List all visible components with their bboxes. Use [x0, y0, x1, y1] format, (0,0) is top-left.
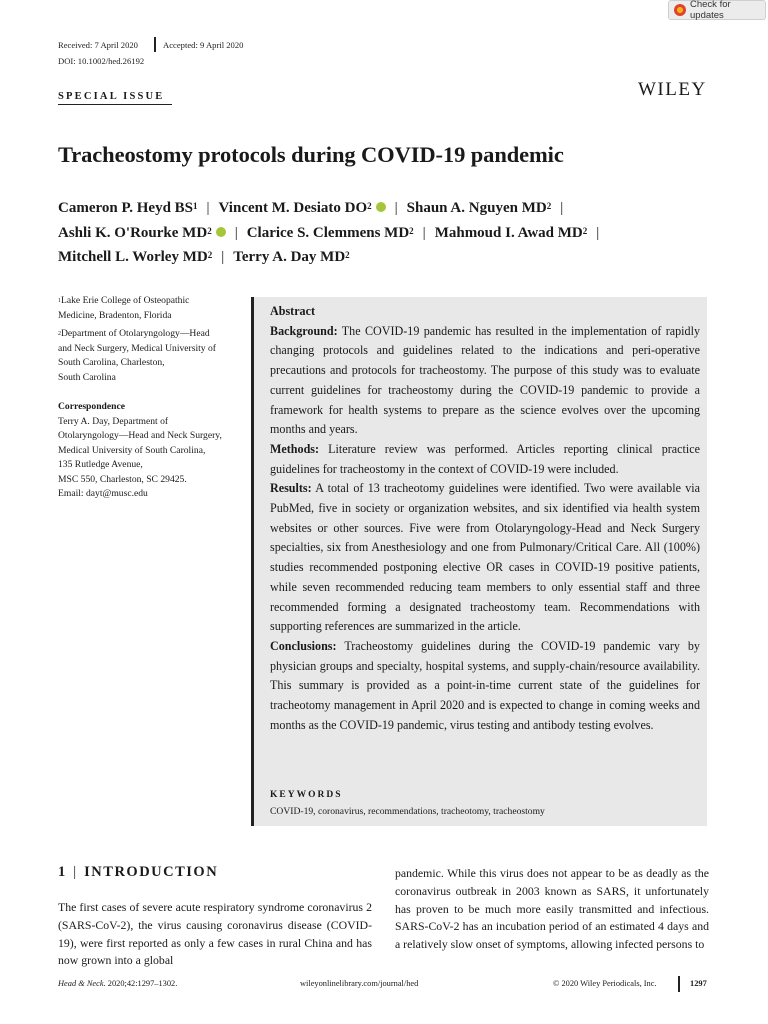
publisher-logo: WILEY: [638, 79, 707, 100]
intro-text-right: pandemic. While this virus does not appear to be as deadly as the coronavirus outbreak in 2003 known as SARS, it unfortunately has proven to be much more easily transmitted and infectious. SARS-CoV-2 has an incubation period of an estimated 4 days and a relatively slow onset of symptoms, allowing infected persons to: [395, 866, 709, 952]
crossmark-icon: [674, 4, 686, 16]
author[interactable]: Shaun A. Nguyen $MD^2$: [406, 200, 552, 216]
correspondence-email[interactable]: Email: dayt@musc.edu: [58, 488, 148, 499]
abstract: [270, 302, 700, 735]
page-number: 1297: [690, 979, 707, 988]
author[interactable]: Ashli K. O'Rourke $MD^2iD$: [58, 225, 226, 241]
section-label: SPECIAL ISSUE: [58, 91, 165, 102]
check-for-updates-label: Check for updates: [690, 0, 731, 21]
author[interactable]: Vincent M. Desiato $DO^2iD$: [219, 200, 386, 216]
footer-divider: [678, 976, 680, 992]
check-for-updates-button[interactable]: [668, 0, 766, 20]
doi[interactable]: DOI: 10.1002/hed.26192: [58, 56, 145, 66]
abstract-results: Results: A total of 13 tracheotomy guidelines were identified. Two were available via PubMed, five in society or organization websites, and six identified via health system websites or other sources. Five were from Otolaryngology-Head and Neck Surgery specialties, six from Anesthesiology and one from Pulmonary/Critical Care. All (100%) studies recommended postponing elective OR cases in COVID-19 positive patients, while seven recommended reducing team members to only essential staff and three recommended forming a designated tracheostomy team. Recommendations with supporting references are summarized in the article.: [270, 481, 700, 634]
correspondence: Correspondence Terry A. Day, Department of Otolaryngology—Head and Neck Surgery, Medical University of South Carolina, 135 Rutledge Avenue, MSC 550, Charleston, SC 29425. Email: dayt@musc.edu: [58, 401, 222, 499]
abstract-heading: Abstract: [270, 304, 316, 318]
author[interactable]: Mahmoud I. Awad $MD^2$: [434, 224, 588, 241]
section-underline: [58, 104, 172, 105]
abstract-background: Background: The COVID-19 pandemic has resulted in the implementation of rapidly changing protocols and guidelines related to the indications and peri-operative precautions and protocols for tracheostomy. The purpose of this study was to evaluate current guidelines for tracheostomy during the COVID-19 pandemic to provide a framework for health systems to prepare as the science evolves over the upcoming months and years.: [270, 323, 700, 437]
orcid-icon[interactable]: [216, 227, 226, 237]
orcid-icon[interactable]: [376, 202, 386, 212]
intro-text-left: The first cases of severe acute respiratory syndrome coronavirus 2 (SARS-CoV-2), the virus causing coronavirus disease (COVID-19), were first reported as only a few cases in rural China and has now grown into a global: [58, 900, 372, 968]
footer-url[interactable]: wileyonlinelibrary.com/journal/hed: [300, 979, 419, 988]
section-heading-introduction: 1 | INTRODUCTION: [58, 864, 219, 880]
author[interactable]: Terry A. Day $MD^2$: [233, 249, 350, 266]
keywords-heading: KEYWORDS: [270, 790, 343, 800]
author[interactable]: Clarice S. Clemmens $MD^2$: [246, 224, 414, 241]
affiliation-2: $^2$Department of Otolaryngology—Head and Neck Surgery, Medical University of South Carolina, Charleston, South Carolina: [58, 328, 216, 383]
author[interactable]: Mitchell L. Worley $MD^2$: [58, 249, 213, 266]
keywords: COVID-19, coronavirus, recommendations, tracheotomy, tracheostomy: [270, 806, 545, 817]
author-list: Cameron P. Heyd $BS^1$ | Vincent M. Desiato $DO^2iD$ | Shaun A. Nguyen $MD^2$ | Ashli K. O'Rourke $MD^2iD$ | Clarice S. Clemmens $MD^2$ | Mahmoud I. Awad $MD^2$ | Mitchell L. Worley $MD^2$ | Terry A. Day $MD^2$: [58, 196, 718, 270]
author[interactable]: Cameron P. Heyd $BS^1$: [58, 200, 198, 216]
footer-copyright: © 2020 Wiley Periodicals, Inc.: [553, 979, 657, 988]
correspondence-heading: Correspondence: [58, 401, 125, 412]
header-divider: [154, 37, 156, 52]
abstract-methods: Methods: Literature review was performed. Articles reporting clinical practice guidelines for tracheostomy in the context of COVID-19 were included.: [270, 441, 700, 476]
received-date: Received: 7 April 2020: [58, 40, 138, 50]
abstract-conclusions: Conclusions: Tracheostomy guidelines during the COVID-19 pandemic vary by physician groups and specialty, hospital systems, and supply-chain/resource availability. This summary is provided as a point-in-time current state of the guidelines for tracheotomy management in April 2020 and is expected to change in coming weeks and months as the COVID-19 pandemic, virus testing and antibody testing evolves.: [270, 638, 700, 732]
article-title: Tracheostomy protocols during COVID-19 pandemic: [58, 142, 564, 167]
accepted-date: Accepted: 9 April 2020: [163, 40, 244, 50]
footer-citation: Head & Neck. 2020;42:1297–1302.: [58, 979, 178, 988]
affiliation-1: $^1$Lake Erie College of Osteopathic Medicine, Bradenton, Florida: [58, 295, 190, 321]
